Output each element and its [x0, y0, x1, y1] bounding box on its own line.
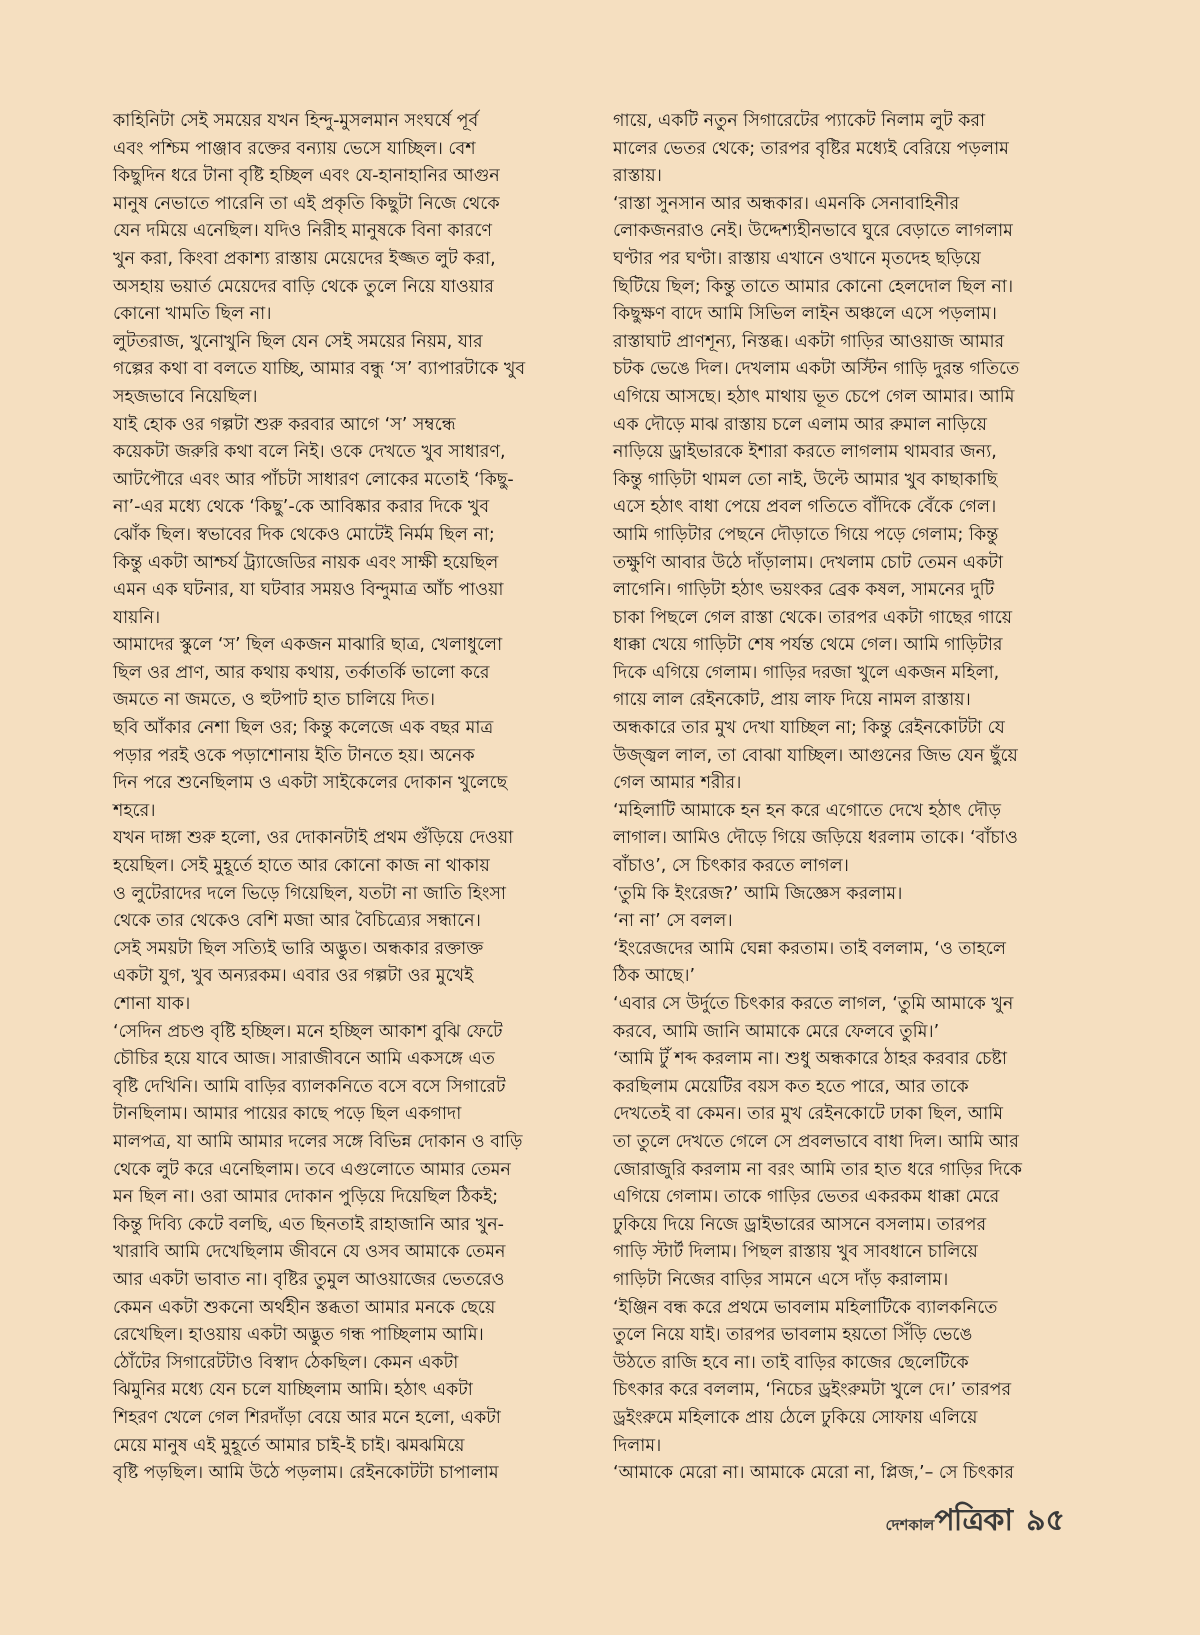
- paragraph: ‘আমাকে মেরো না। আমাকে মেরো না, প্লিজ,’– সে চিৎকার: [613, 1463, 1014, 1484]
- page-number: ৯৫: [1026, 1503, 1065, 1538]
- logo-small-text: দেশকাল: [885, 1516, 935, 1534]
- paragraph: ‘ইংরেজদের আমি ঘেন্না করতাম। তাই বললাম, ‘ও তাহলে ঠিক আছে।’: [613, 938, 1006, 987]
- magazine-logo: [886, 1496, 1013, 1547]
- paragraph: যখন দাঙ্গা শুরু হলো, ওর দোকানটাই প্রথম গুঁড়িয়ে দেওয়া হয়েছিল। সেই মুহূর্তে হাতে আর কোনো কাজ না থাকায় ও লুটেরাদের দলে ভিড়ে গিয়েছিল, যতটা না জাতি হিংসা থেকে তার থেকেও বেশি মজা আর বৈচিত্র্যের সন্ধানে। সেই সময়টা ছিল সত্যিই ভারি অদ্ভুত। অন্ধকার রক্তাক্ত একটা যুগ, খুব অন্যরকম। এবার ওর গল্পটা ওর মুখেই শোনা যাক।: [113, 828, 514, 1014]
- page-footer: [886, 1496, 1066, 1547]
- paragraph: গায়ে, একটি নতুন সিগারেটের প্যাকেট নিলাম লুট করা মালের ভেতর থেকে; তারপর বৃষ্টির মধ্যেই বেরিয়ে পড়লাম রাস্তায়।: [613, 111, 1009, 187]
- paragraph: ‘এবার সে উর্দুতে চিৎকার করতে লাগল, ‘তুমি আমাকে খুন করবে, আমি জানি আমাকে মেরে ফেলবে তুমি।’: [613, 994, 1014, 1042]
- paragraph: ‘আমি টুঁ শব্দ করলাম না। শুধু অন্ধকারে ঠাহর করবার চেষ্টা করছিলাম মেয়েটির বয়স কত হতে পারে, আর তাকে দেখতেই বা কেমন। তার মুখ রেইনকোটে ঢাকা ছিল, আমি তা তুলে দেখতে গেলে সে প্রবলভাবে বাধা দিল। আমি আর জোরাজুরি করলাম না বরং আমি তার হাত ধরে গাড়ির দিকে এগিয়ে গেলাম। তাকে গাড়ির ভেতর একরকম ধাক্কা মেরে ঢুকিয়ে দিয়ে নিজে ড্রাইভারের আসনে বসলাম। তারপর গাড়ি স্টার্ট দিলাম। পিছল রাস্তায় খুব সাবধানে চালিয়ে গাড়িটা নিজের বাড়ির সামনে এসে দাঁড় করালাম।: [613, 1049, 1022, 1290]
- paragraph: ‘ইঞ্জিন বন্ধ করে প্রথমে ভাবলাম মহিলাটিকে ব্যালকনিতে তুলে নিয়ে যাই। তারপর ভাবলাম হয়তো সিঁড়ি ভেঙে উঠতে রাজি হবে না। তাই বাড়ির কাজের ছেলেটিকে চিৎকার করে বললাম, ‘নিচের ড্রইংরুমটা খুলে দে।’ তারপর ড্রইংরুমে মহিলাকে প্রায় ঠেলে ঢুকিয়ে সোফায় এলিয়ে দিলাম।: [613, 1297, 1012, 1456]
- paragraph: ‘সেদিন প্রচণ্ড বৃষ্টি হচ্ছিল। মনে হচ্ছিল আকাশ বুঝি ফেটে চৌচির হয়ে যাবে আজ। সারাজীবনে আমি একসঙ্গে এত বৃষ্টি দেখিনি। আমি বাড়ির ব্যালকনিতে বসে বসে সিগারেট টানছিলাম। আমার পায়ের কাছে পড়ে ছিল একগাদা মালপত্র, যা আমি আমার দলের সঙ্গে বিভিন্ন দোকান ও বাড়ি থেকে লুট করে এনেছিলাম। তবে এগুলোতে আমার তেমন মন ছিল না। ওরা আমার দোকান পুড়িয়ে দিয়েছিল ঠিকই; কিন্তু দিব্যি কেটে বলছি, এত ছিনতাই রাহাজানি আর খুন- খারাবি আমি দেখেছিলাম জীবনে যে ওসব আমাকে তেমন আর একটা ভাবাত না। বৃষ্টির তুমুল আওয়াজের ভেতরেও কেমন একটা শুকনো অর্থহীন স্তব্ধতা আমার মনকে ছেয়ে রেখেছিল। হাওয়ায় একটা অদ্ভুত গন্ধ পাচ্ছিলাম আমি। ঠোঁটের সিগারেটটাও বিস্বাদ ঠেকছিল। কেমন একটা ঝিমুনির মধ্যে যেন চলে যাচ্ছিলাম আমি। হঠাৎ একটা শিহরণ খেলে গেল শিরদাঁড়া বেয়ে আর মনে হলো, একটা মেয়ে মানুষ এই মুহূর্তে আমার চাই-ই চাই। ঝমঝমিয়ে বৃষ্টি পড়ছিল। আমি উঠে পড়লাম। রেইনকোটটা চাপালাম: [113, 1021, 523, 1484]
- paragraph: ‘না না’ সে বলল।: [613, 911, 733, 932]
- paragraph: ‘রাস্তা সুনসান আর অন্ধকার। এমনকি সেনাবাহিনীর লোকজনরাও নেই। উদ্দেশ্যহীনভাবে ঘুরে বেড়াতে লাগলাম ঘণ্টার পর ঘণ্টা। রাস্তায় এখানে ওখানে মৃতদেহ ছড়িয়ে ছিটিয়ে ছিল; কিন্তু তাতে আমার কোনো হেলদোল ছিল না। কিছুক্ষণ বাদে আমি সিভিল লাইন অঞ্চলে এসে পড়লাম। রাস্তাঘাট প্রাণশূন্য, নিস্তব্ধ। একটা গাড়ির আওয়াজ আমার চটক ভেঙে দিল। দেখলাম একটা অস্টিন গাড়ি দুরন্ত গতিতে এগিয়ে আসছে। হঠাৎ মাথায় ভূত চেপে গেল আমার। আমি এক দৌড়ে মাঝ রাস্তায় চলে এলাম আর রুমাল নাড়িয়ে নাড়িয়ে ড্রাইভারকে ইশারা করতে লাগলাম থামবার জন্য, কিন্তু গাড়িটা থামল তো নাই, উল্টে আমার খুব কাছাকাছি এসে হঠাৎ বাধা পেয়ে প্রবল গতিতে বাঁদিকে বেঁকে গেল। আমি গাড়িটার পেছনে দৌড়াতে গিয়ে পড়ে গেলাম; কিন্তু তক্ষুণি আবার উঠে দাঁড়ালাম। দেখলাম চোট তেমন একটা লাগেনি। গাড়িটা হঠাৎ ভয়ংকর ব্রেক কষল, সামনের দুটি চাকা পিছলে গেল রাস্তা থেকে। তারপর একটা গাছের গায়ে ধাক্কা খেয়ে গাড়িটা শেষ পর্যন্ত থেমে গেল। আমি গাড়িটার দিকে এগিয়ে গেলাম। গাড়ির দরজা খুলে একজন মহিলা, গায়ে লাল রেইনকোট, প্রায় লাফ দিয়ে নামল রাস্তায়। অন্ধকারে তার মুখ দেখা যাচ্ছিল না; কিন্তু রেইনকোটটা যে উজ্জ্বল লাল, তা বোঝা যাচ্ছিল। আগুনের জিভ যেন ছুঁয়ে গেল আমার শরীর।: [613, 193, 1020, 794]
- logo-large-text: পত্রিকা: [934, 1503, 1013, 1538]
- paragraph: আমাদের স্কুলে ‘স’ ছিল একজন মাঝারি ছাত্র, খেলাধুলো ছিল ওর প্রাণ, আর কথায় কথায়, তর্কাতর্কি ভালো করে জমতে না জমতে, ও হুটপাট হাত চালিয়ে দিত।: [113, 635, 503, 711]
- paragraph: ‘তুমি কি ইংরেজ?’ আমি জিজ্ঞেস করলাম।: [613, 883, 903, 904]
- right-column: [613, 108, 1078, 1488]
- paragraph: ‘মহিলাটি আমাকে হন হন করে এগোতে দেখে হঠাৎ দৌড় লাগাল। আমিও দৌড়ে গিয়ে জড়িয়ে ধরলাম তাকে। ‘বাঁচাও বাঁচাও’, সে চিৎকার করতে লাগল।: [613, 800, 1018, 877]
- paragraph: যাই হোক ওর গল্পটা শুরু করবার আগে ‘স’ সম্বন্ধে কয়েকটা জরুরি কথা বলে নিই। ওকে দেখতে খুব সাধারণ, আটপৌরে এবং আর পাঁচটা সাধারণ লোকের মতোই ‘কিছু- না’-এর মধ্যে থেকে ‘কিছু’-কে আবিষ্কার করার দিকে খুব ঝোঁক ছিল। স্বভাবের দিক থেকেও মোটেই নির্মম ছিল না; কিন্তু একটা আশ্চর্য ট্র্যাজেডির নায়ক এবং সাক্ষী হয়েছিল এমন এক ঘটনার, যা ঘটবার সময়ও বিন্দুমাত্র আঁচ পাওয়া যায়নি।: [113, 414, 514, 628]
- left-column: [113, 108, 578, 1488]
- paragraph: ছবি আঁকার নেশা ছিল ওর; কিন্তু কলেজে এক বছর মাত্র পড়ার পরই ওকে পড়াশোনায় ইতি টানতে হয়। অনেক দিন পরে শুনেছিলাম ও একটা সাইকেলের দোকান খুলেছে শহরে।: [113, 718, 508, 821]
- paragraph: কাহিনিটা সেই সময়ের যখন হিন্দু-মুসলমান সংঘর্ষে পূর্ব এবং পশ্চিম পাঞ্জাব রক্তের বন্যায় ভেসে যাচ্ছিল। বেশ কিছুদিন ধরে টানা বৃষ্টি হচ্ছিল এবং যে-হানাহানির আগুন মানুষ নেভাতে পারেনি তা এই প্রকৃতি কিছুটা নিজে থেকে যেন দমিয়ে এনেছিল। যদিও নিরীহ মানুষকে বিনা কারণে খুন করা, কিংবা প্রকাশ্য রাস্তায় মেয়েদের ইজ্জত লুট করা, অসহায় ভয়ার্ত মেয়েদের বাড়ি থেকে তুলে নিয়ে যাওয়ার কোনো খামতি ছিল না।: [113, 111, 500, 325]
- paragraph: লুটতরাজ, খুনোখুনি ছিল যেন সেই সময়ের নিয়ম, যার গল্পের কথা বা বলতে যাচ্ছি, আমার বন্ধু ‘স’ ব্যাপারটাকে খুব সহজভাবে নিয়েছিল।: [113, 331, 526, 407]
